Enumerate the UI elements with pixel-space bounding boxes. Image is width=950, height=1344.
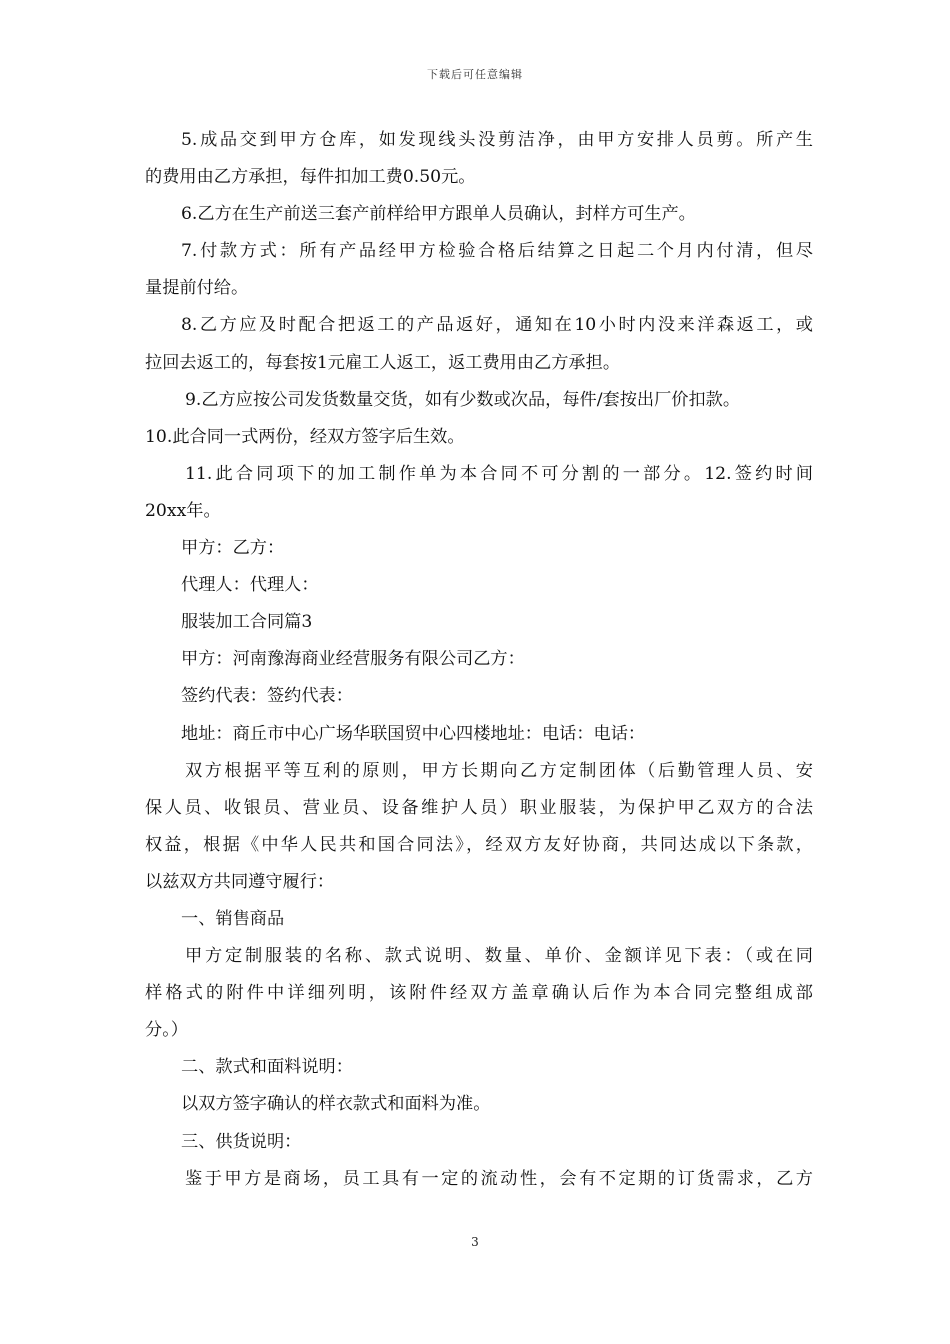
- party-line: 签约代表：签约代表：: [181, 686, 353, 707]
- paragraph-line: 分。）: [145, 1020, 188, 1041]
- page-number: 3: [471, 1235, 479, 1249]
- page-header: 下载后可任意编辑: [427, 68, 523, 81]
- paragraph-line: 量提前付给。: [145, 278, 249, 299]
- party-line: 甲方：河南豫海商业经营服务有限公司乙方：: [181, 649, 525, 670]
- section-title: 服装加工合同篇3: [181, 612, 313, 633]
- paragraph-line: 鉴于甲方是商场，员工具有一定的流动性，会有不定期的订货需求，乙方: [185, 1168, 813, 1189]
- paragraph-line: 以兹双方共同遵守履行：: [145, 871, 335, 892]
- signature-line: 甲方：乙方：: [181, 538, 285, 559]
- clause-heading: 二、款式和面料说明：: [181, 1057, 353, 1078]
- party-line: 地址：商丘市中心广场华联国贸中心四楼地址：电话：电话：: [181, 723, 646, 744]
- signature-line: 代理人：代理人：: [181, 575, 319, 596]
- paragraph-line: 的费用由乙方承担，每件扣加工费0.50元。: [145, 167, 476, 188]
- paragraph-line: 7.付款方式：所有产品经甲方检验合格后结算之日起二个月内付清，但尽: [181, 241, 813, 262]
- paragraph-line: 10.此合同一式两份，经双方签字后生效。: [145, 426, 465, 447]
- paragraph-line: 9.乙方应按公司发货数量交货，如有少数或次品，每件/套按出厂价扣款。: [185, 389, 741, 410]
- paragraph-line: 样格式的附件中详细列明，该附件经双方盖章确认后作为本合同完整组成部: [145, 983, 813, 1004]
- paragraph-line: 8.乙方应及时配合把返工的产品返好，通知在10小时内没来洋森返工，或: [181, 315, 813, 336]
- paragraph-line: 5.成品交到甲方仓库，如发现线头没剪洁净，由甲方安排人员剪。所产生: [181, 130, 813, 150]
- paragraph-line: 20xx年。: [145, 500, 221, 521]
- document-body: [145, 122, 813, 1198]
- paragraph-line: 6.乙方在生产前送三套产前样给甲方跟单人员确认，封样方可生产。: [181, 204, 696, 225]
- paragraph-line: 拉回去返工的，每套按1元雇工人返工，返工费用由乙方承担。: [145, 352, 621, 373]
- clause-heading: 三、供货说明：: [181, 1131, 302, 1152]
- paragraph-line: 权益，根据《中华人民共和国合同法》，经双方友好协商，共同达成以下条款，: [145, 834, 813, 855]
- paragraph-line: 甲方定制服装的名称、款式说明、数量、单价、金额详见下表：（或在同: [185, 946, 813, 967]
- paragraph-line: 双方根据平等互利的原则，甲方长期向乙方定制团体（后勤管理人员、安: [185, 760, 813, 781]
- clause-heading: 一、销售商品: [181, 908, 285, 929]
- paragraph-line: 11.此合同项下的加工制作单为本合同不可分割的一部分。12.签约时间: [185, 463, 813, 484]
- paragraph-line: 以双方签字确认的样衣款式和面料为准。: [181, 1094, 491, 1115]
- paragraph-line: 保人员、收银员、营业员、设备维护人员）职业服装，为保护甲乙双方的合法: [145, 797, 813, 818]
